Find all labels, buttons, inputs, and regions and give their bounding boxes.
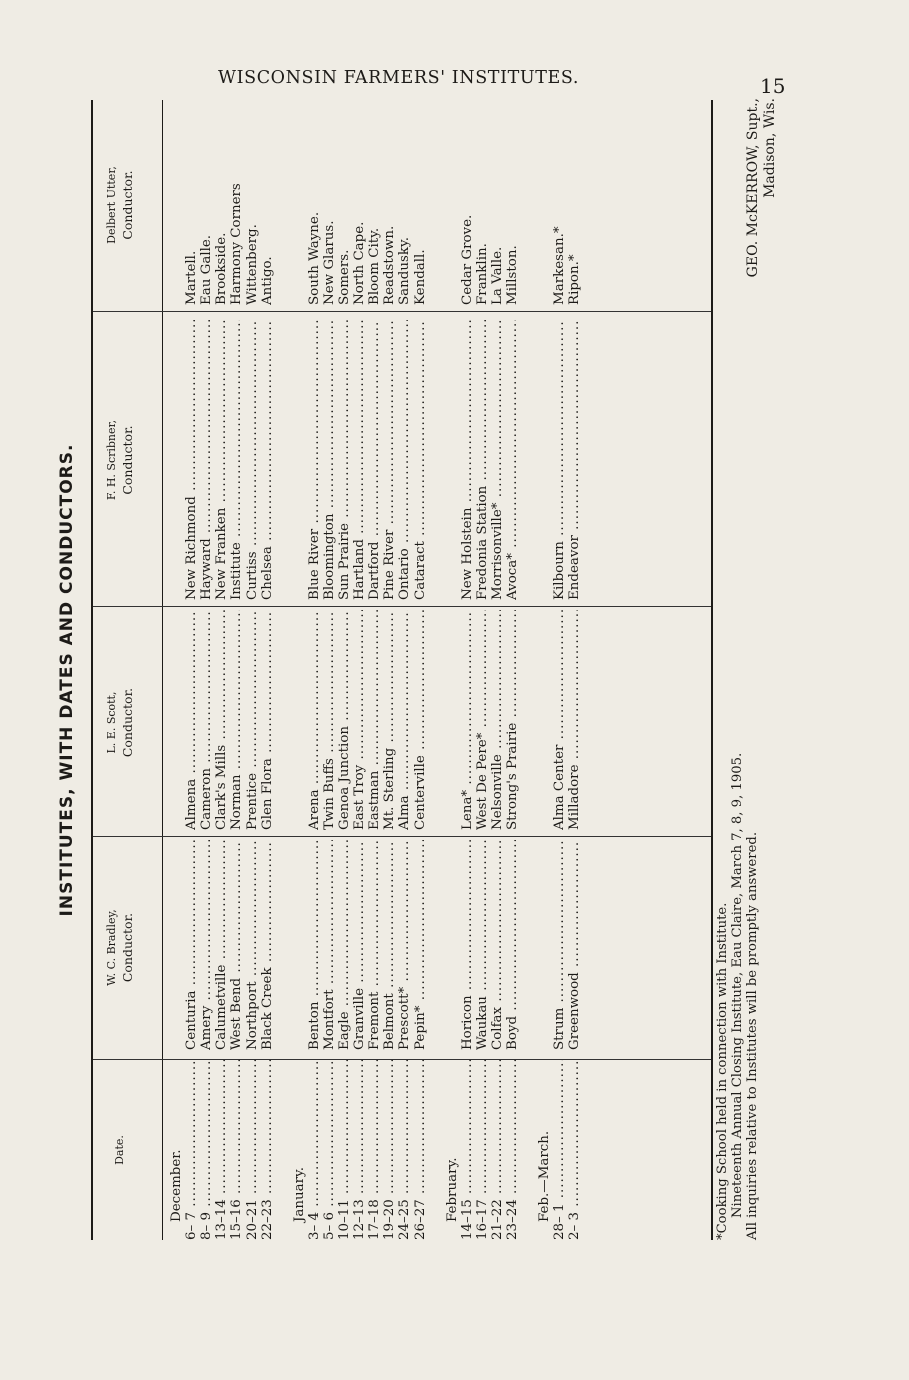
institute-cell-utter: Harmony Corners: [229, 183, 245, 305]
institute-cell-bradley: Belmont .....: [382, 840, 397, 1050]
date-cell: 26–27 .....: [413, 1060, 428, 1240]
institute-cell-bradley: Greenwood .....: [567, 840, 582, 1050]
institute-cell-utter: Kendall.: [412, 249, 428, 305]
institute-cell-scribner: Hayward .....: [199, 320, 214, 600]
institute-cell-scott: Prentice .....: [245, 610, 260, 830]
institute-cell-scribner: Blue River .....: [307, 320, 322, 600]
institute-cell-scribner: Curtiss .....: [245, 320, 260, 600]
institute-cell-bradley: Eagle .....: [337, 840, 352, 1050]
date-cell: 3– 4 .....: [307, 1060, 322, 1240]
table-title: INSTITUTES, WITH DATES AND CONDUCTORS.: [57, 443, 77, 917]
date-cell: 8– 9 .....: [199, 1060, 214, 1240]
institute-cell-bradley: Granville .....: [352, 840, 367, 1050]
page-number: 15: [760, 74, 786, 98]
institute-cell-scribner: Cataract .....: [413, 320, 428, 600]
institute-cell-scott: Mt. Sterling .....: [382, 610, 397, 830]
top-rule: [91, 100, 93, 1240]
date-cell: 19–20 .....: [382, 1060, 397, 1240]
date-cell: 17–18 .....: [367, 1060, 382, 1240]
footnote-cooking: *Cooking School held in connection with Institute.: [715, 902, 730, 1240]
date-cell: 6– 7 .....: [184, 1060, 199, 1240]
institute-cell-scribner: Ontario .....: [397, 320, 412, 600]
institute-cell-scott: Strong's Prairie .....: [505, 610, 520, 830]
institute-cell-scribner: Fredonia Station .....: [475, 320, 490, 600]
institute-cell-utter: Franklin.: [474, 243, 490, 305]
institute-cell-bradley: Northport .....: [245, 840, 260, 1050]
institute-cell-utter: New Glarus.: [321, 220, 337, 305]
institute-cell-scribner: Sun Prairie .....: [337, 320, 352, 600]
institute-cell-utter: Markesan.*: [552, 226, 568, 305]
institute-cell-bradley: Benton .....: [307, 840, 322, 1050]
institute-cell-utter: Sandusky.: [397, 236, 413, 305]
institute-cell-bradley: Montfort .....: [322, 840, 337, 1050]
institute-cell-bradley: Fremont .....: [367, 840, 382, 1050]
month-heading: February.: [444, 1157, 460, 1222]
date-cell: 14–15 .....: [460, 1060, 475, 1240]
institute-cell-scott: Norman .....: [229, 610, 244, 830]
date-cell: 5– 6 .....: [322, 1060, 337, 1240]
institute-cell-scribner: Dartford .....: [367, 320, 382, 600]
bottom-rule: [711, 100, 713, 1240]
institute-cell-scott: Almena .....: [184, 610, 199, 830]
institute-cell-scribner: Endeavor .....: [567, 320, 582, 600]
institute-cell-bradley: Calumetville .....: [214, 840, 229, 1050]
institute-cell-bradley: Black Creek .....: [260, 840, 275, 1050]
signature-place: Madison, Wis.: [762, 98, 778, 198]
date-cell: 24–25 .....: [397, 1060, 412, 1240]
date-cell: 28– 1 .....: [552, 1060, 567, 1240]
institute-cell-bradley: Waukau .....: [475, 840, 490, 1050]
institute-cell-utter: South Wayne.: [306, 211, 322, 305]
institute-cell-utter: La Valle.: [489, 246, 505, 305]
institute-cell-utter: Wittenberg.: [244, 224, 260, 305]
footnote-closing-institute: Nineteenth Annual Closing Institute, Eau Claire, March 7, 8, 9, 1905.: [730, 752, 745, 1218]
institute-cell-scott: Centerville .....: [413, 610, 428, 830]
institute-cell-scott: Cameron .....: [199, 610, 214, 830]
institute-cell-scott: Lena* .....: [460, 610, 475, 830]
date-cell: 2– 3 .....: [567, 1060, 582, 1240]
institute-cell-scott: East Troy .....: [352, 610, 367, 830]
institute-cell-bradley: Amery .....: [199, 840, 214, 1050]
date-cell: 15–16 .....: [229, 1060, 244, 1240]
footnote-inquiries: All inquiries relative to Institutes will be promptly answered.: [745, 831, 760, 1240]
institute-cell-scribner: New Franken .....: [214, 320, 229, 600]
header-bradley: W. C. Bradley, Conductor.: [105, 909, 135, 986]
institute-cell-scribner: Bloomington .....: [322, 320, 337, 600]
signature: [745, 98, 779, 277]
institute-cell-scott: Alma Center .....: [552, 610, 567, 830]
institute-cell-scribner: Avoca* .....: [505, 320, 520, 600]
institute-cell-bradley: Boyd .....: [505, 840, 520, 1050]
running-head: WISCONSIN FARMERS' INSTITUTES.: [218, 68, 579, 88]
column-divider: [93, 606, 711, 607]
column-divider: [93, 836, 711, 837]
institute-cell-bradley: Prescott* .....: [397, 840, 412, 1050]
date-cell: 20–21 .....: [245, 1060, 260, 1240]
institute-cell-utter: Eau Galle.: [199, 234, 215, 305]
institute-cell-utter: North Cape.: [352, 221, 368, 305]
institute-cell-utter: Somers.: [337, 249, 352, 305]
institute-cell-bradley: Centuria .....: [184, 840, 199, 1050]
institute-cell-utter: Martell.: [184, 250, 200, 305]
institute-cell-utter: Antigo.: [259, 256, 275, 305]
date-cell: 12–13 .....: [352, 1060, 367, 1240]
institute-cell-scott: Clark's Mills .....: [214, 610, 229, 830]
institute-cell-scribner: Hartland .....: [352, 320, 367, 600]
institute-cell-scribner: Kilbourn .....: [552, 320, 567, 600]
column-divider: [93, 311, 711, 312]
institute-cell-scott: Glen Flora .....: [260, 610, 275, 830]
header-rule: [162, 100, 163, 1240]
header-utter: Delbert Utter, Conductor.: [105, 166, 135, 244]
institute-cell-scribner: New Holstein .....: [460, 320, 475, 600]
rotated-table-page: [55, 90, 855, 1250]
header-scribner: F. H. Scribner, Conductor.: [105, 419, 135, 501]
institute-cell-utter: Readstown.: [382, 225, 398, 305]
date-cell: 23–24 .....: [505, 1060, 520, 1240]
institute-cell-scribner: Institute .....: [229, 320, 244, 600]
month-heading: January.: [291, 1166, 307, 1222]
institute-cell-scribner: Chelsea .....: [260, 320, 275, 600]
date-cell: 22–23 .....: [260, 1060, 275, 1240]
date-cell: 10–11 .....: [337, 1060, 352, 1240]
institute-cell-scribner: New Richmond .....: [184, 320, 199, 600]
header-scott: L. E. Scott, Conductor.: [105, 687, 135, 758]
institute-cell-bradley: Strum .....: [552, 840, 567, 1050]
institute-cell-utter: Cedar Grove.: [459, 214, 475, 305]
institute-cell-bradley: Horicon .....: [460, 840, 475, 1050]
header-date: Date.: [113, 1135, 126, 1165]
institute-cell-scott: Milladore .....: [567, 610, 582, 830]
institute-cell-scribner: Pine River .....: [382, 320, 397, 600]
institute-cell-utter: Ripon.*: [567, 254, 583, 305]
date-cell: 13–14 .....: [214, 1060, 229, 1240]
institute-cell-scott: Arena .....: [307, 610, 322, 830]
signature-name: GEO. McKERROW, Supt.,: [745, 98, 761, 278]
month-heading: December.: [169, 1149, 184, 1222]
institute-cell-scott: West De Pere* .....: [475, 610, 490, 830]
institute-cell-scott: Eastman .....: [367, 610, 382, 830]
date-cell: 16–17 .....: [475, 1060, 490, 1240]
month-heading: Feb.—March.: [537, 1130, 553, 1222]
institute-cell-scott: Twin Buffs .....: [322, 610, 337, 830]
institute-cell-utter: Millston.: [505, 245, 520, 305]
institute-cell-scott: Alma .....: [397, 610, 412, 830]
institute-cell-bradley: Pepin* .....: [413, 840, 428, 1050]
institute-cell-bradley: West Bend .....: [229, 840, 244, 1050]
institute-cell-scott: Nelsonville .....: [490, 610, 505, 830]
institute-cell-utter: Brookside.: [214, 232, 230, 305]
institute-cell-utter: Bloom City.: [367, 227, 383, 305]
institute-cell-scribner: Morrisonville* .....: [490, 320, 505, 600]
institute-cell-bradley: Colfax .....: [490, 840, 505, 1050]
date-cell: 21–22 .....: [490, 1060, 505, 1240]
institute-cell-scott: Genoa Junction .....: [337, 610, 352, 830]
